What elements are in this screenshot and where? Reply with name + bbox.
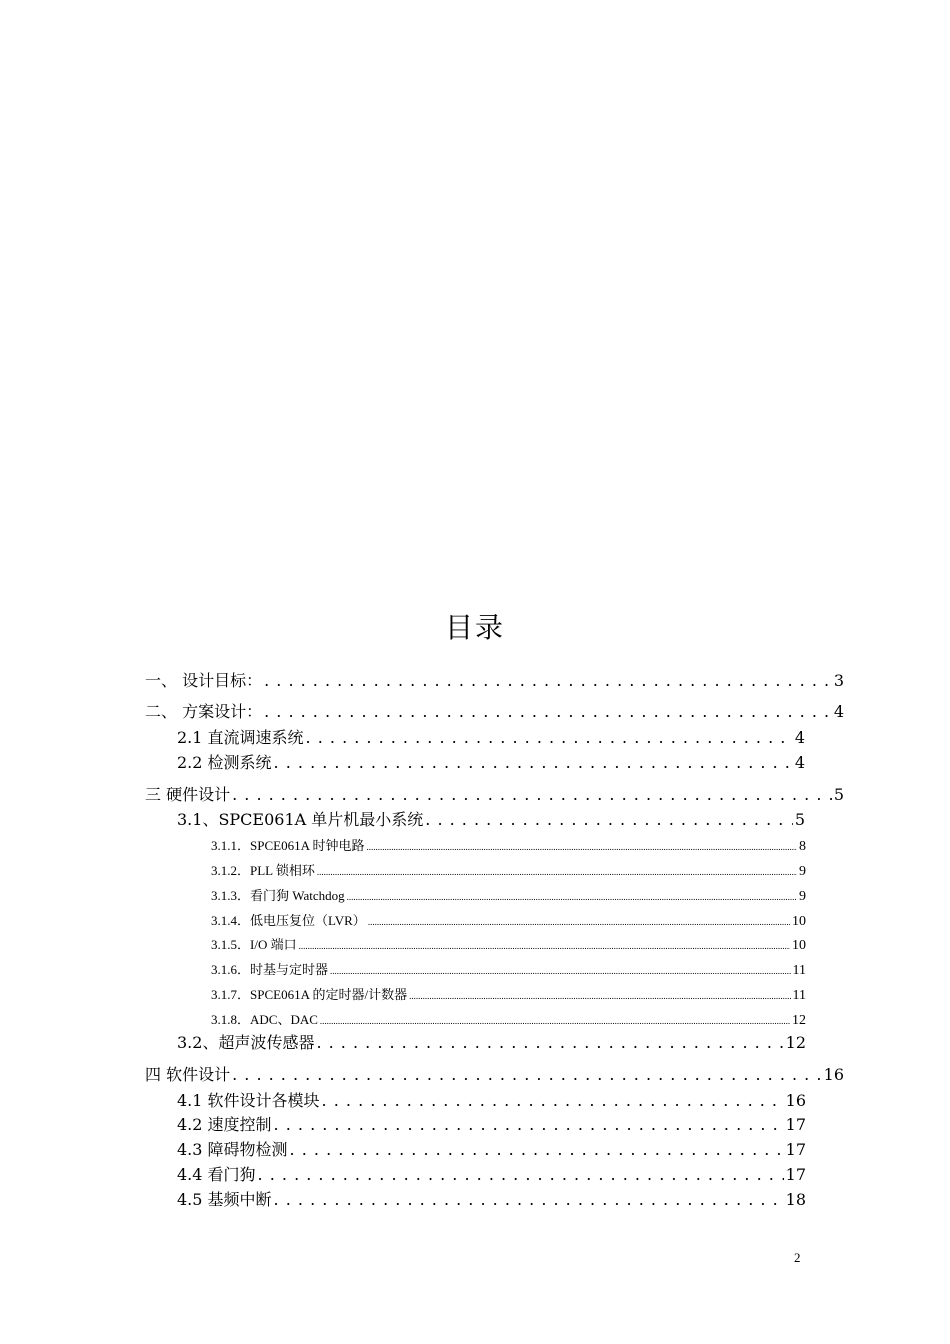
- toc-leader: [299, 936, 790, 955]
- toc-entry-label: 2.2 检测系统: [177, 753, 272, 772]
- page-number: 2: [794, 1250, 801, 1265]
- toc-leader: [367, 837, 798, 856]
- toc-entry[interactable]: [177, 1091, 806, 1111]
- toc-entry[interactable]: [211, 837, 806, 856]
- toc-entry[interactable]: [211, 912, 806, 931]
- toc-leader: [317, 862, 797, 881]
- toc-entry-label: 3.1.3．看门狗 Watchdog: [211, 888, 345, 903]
- toc-entry-label: 3.1.5．I/O 端口: [211, 937, 297, 952]
- toc-entry-label: 2.1 直流调速系统: [177, 728, 304, 747]
- toc-entry[interactable]: [177, 1115, 806, 1135]
- toc-entry-page: 5: [794, 810, 805, 829]
- toc-entry-label: 3.1.7．SPCE061A 的定时器/计数器: [211, 987, 408, 1002]
- toc-entry-page: 4: [833, 702, 844, 721]
- toc-entry[interactable]: [177, 1140, 806, 1160]
- toc-entry[interactable]: [145, 671, 844, 691]
- toc-entry-page: 9: [799, 864, 806, 879]
- toc-entry-page: 4: [794, 728, 805, 747]
- toc-entry-page: 10: [792, 914, 806, 929]
- toc-leader: [306, 728, 793, 748]
- toc-leader: [322, 1091, 784, 1111]
- toc-leader: [274, 1115, 784, 1135]
- toc-entry-page: 12: [785, 1033, 806, 1052]
- toc-leader: [368, 912, 790, 931]
- toc-entry-page: 16: [823, 1065, 844, 1084]
- toc-entry[interactable]: [211, 936, 806, 955]
- toc-entry[interactable]: [211, 961, 806, 980]
- toc-entry-label: 3.1.8．ADC、DAC: [211, 1012, 318, 1027]
- toc-leader: [264, 702, 832, 722]
- toc-leader: [232, 1065, 822, 1085]
- toc-entry-label: 4.5 基频中断: [177, 1190, 272, 1209]
- toc-entry-label: 四 软件设计: [145, 1065, 231, 1084]
- toc-entry[interactable]: [177, 1033, 806, 1053]
- toc-entry[interactable]: [177, 1165, 806, 1185]
- toc-leader: [258, 1165, 784, 1185]
- toc-entry-page: 12: [792, 1013, 806, 1028]
- toc-entry-page: 3: [833, 671, 844, 690]
- toc-entry-page: 8: [799, 839, 806, 854]
- toc-leader: [290, 1140, 784, 1160]
- toc-leader: [409, 986, 790, 1005]
- toc-entry-page: 9: [799, 889, 806, 904]
- toc-leader: [330, 961, 791, 980]
- toc-leader: [347, 887, 797, 906]
- toc-entry[interactable]: [145, 785, 844, 805]
- toc-entry[interactable]: [211, 986, 806, 1005]
- toc-title: 目录: [444, 611, 505, 644]
- toc-entry-label: 3.1.1．SPCE061A 时钟电路: [211, 838, 365, 853]
- toc-entry-page: 16: [785, 1091, 806, 1110]
- toc-entry[interactable]: [177, 753, 805, 773]
- toc-entry-label: 4.2 速度控制: [177, 1115, 272, 1134]
- toc-entry-page: 5: [833, 785, 844, 804]
- toc-entry-label: 4.4 看门狗: [177, 1165, 256, 1184]
- toc-entry-page: 17: [785, 1140, 806, 1159]
- toc-entry-page: 11: [792, 963, 806, 978]
- toc-entry-page: 4: [794, 753, 805, 772]
- toc-leader: [320, 1011, 790, 1030]
- toc-entry[interactable]: [211, 1011, 806, 1030]
- toc-entry-label: 二、 方案设计：: [145, 702, 263, 721]
- toc-entry[interactable]: [177, 728, 805, 748]
- toc-entry-label: 3.1.2．PLL 锁相环: [211, 863, 315, 878]
- toc-entry-label: 3.1.6．时基与定时器: [211, 962, 329, 977]
- toc-leader: [274, 753, 793, 773]
- toc-entry-page: 10: [792, 938, 806, 953]
- toc-entry-label: 一、 设计目标：: [145, 671, 263, 690]
- toc-entry-page: 17: [785, 1165, 806, 1184]
- toc-entry-page: 17: [785, 1115, 806, 1134]
- toc-entry-label: 3.1、SPCE061A 单片机最小系统: [177, 810, 424, 829]
- toc-entry[interactable]: [177, 810, 805, 830]
- toc-entry-label: 4.3 障碍物检测: [177, 1140, 288, 1159]
- toc-leader: [316, 1033, 783, 1053]
- toc-entry-label: 3.1.4．低电压复位（LVR）: [211, 913, 366, 928]
- toc-leader: [232, 785, 832, 805]
- toc-leader: [264, 671, 832, 691]
- toc-entry-page: 18: [785, 1190, 806, 1209]
- toc-leader: [425, 810, 793, 830]
- toc-entry[interactable]: [145, 1065, 844, 1085]
- toc-entry[interactable]: [145, 702, 844, 722]
- toc-entry-label: 4.1 软件设计各模块: [177, 1091, 320, 1110]
- toc-entry[interactable]: [177, 1190, 806, 1210]
- toc-entry[interactable]: [211, 862, 806, 881]
- toc-entry[interactable]: [211, 887, 806, 906]
- toc-entry-page: 11: [792, 988, 806, 1003]
- toc-entry-label: 3.2、超声波传感器: [177, 1033, 315, 1052]
- toc-entry-label: 三 硬件设计: [145, 785, 231, 804]
- toc-leader: [274, 1190, 784, 1210]
